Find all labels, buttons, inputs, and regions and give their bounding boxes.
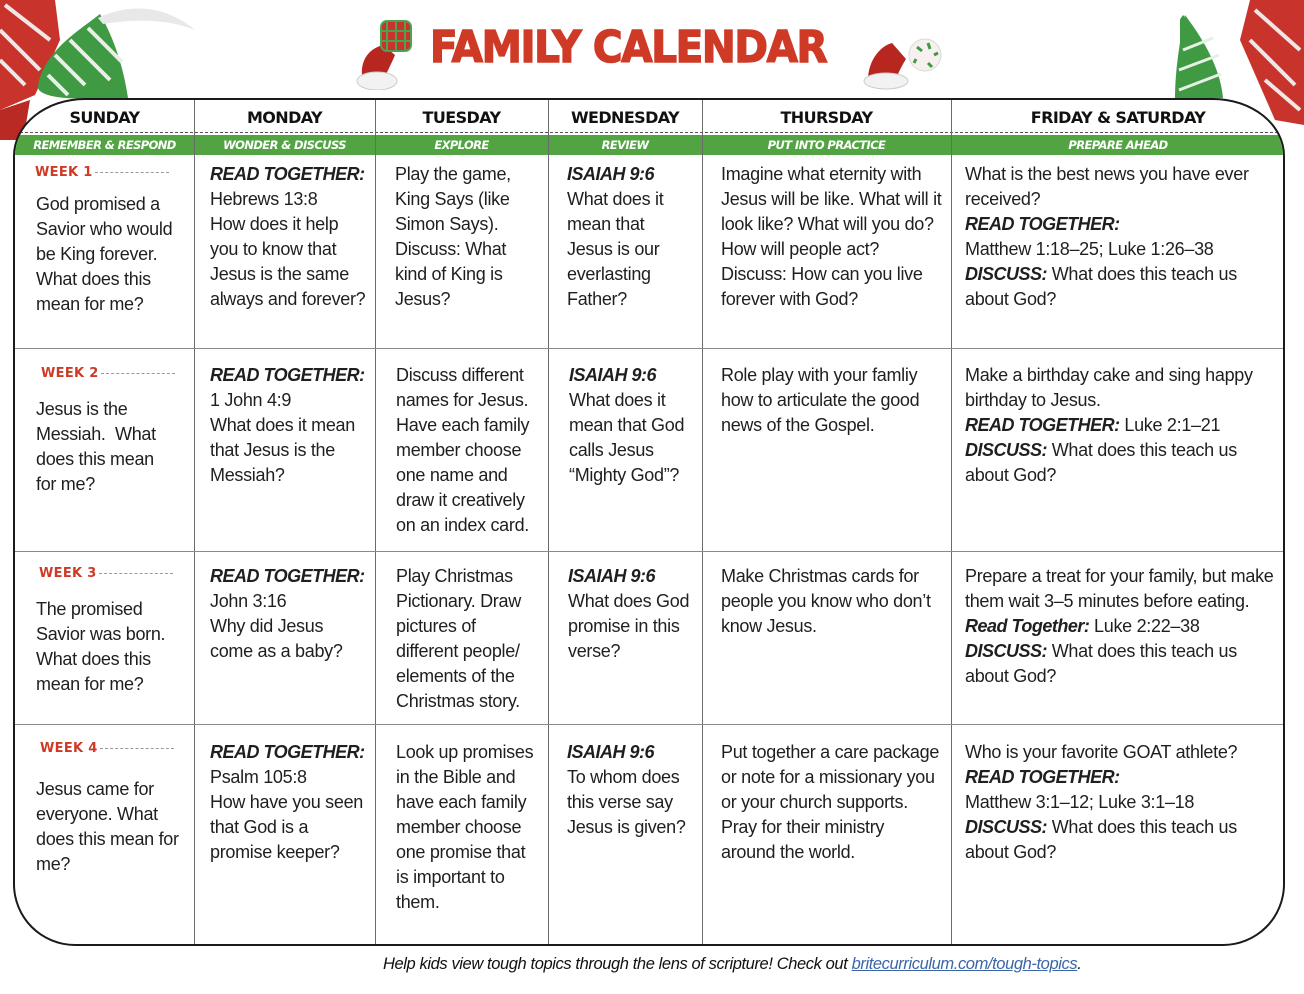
monday-cell bbox=[210, 162, 370, 312]
discuss-text: What does this teach us about God? bbox=[965, 817, 1237, 862]
theme-friday-saturday: PREPARE AHEAD bbox=[1068, 138, 1168, 152]
monday-cell bbox=[210, 363, 370, 488]
footer-note bbox=[383, 955, 1081, 974]
wednesday-cell bbox=[569, 363, 699, 488]
santa-hat-left-icon bbox=[355, 15, 427, 90]
friday-cell bbox=[965, 740, 1275, 865]
monday-cell bbox=[210, 564, 370, 664]
tuesday-cell: Play Christmas Pictionary. Draw pictures of different people/ elements of the Christmas story. bbox=[396, 566, 521, 711]
week-label bbox=[40, 741, 174, 756]
discuss-text: What does this teach us about God? bbox=[965, 264, 1237, 309]
week-label-text: WEEK 2 bbox=[41, 366, 99, 381]
header-thursday: THURSDAY bbox=[780, 108, 873, 127]
tough-topics-link[interactable]: britecurriculum.com/tough-topics bbox=[851, 955, 1078, 973]
footer-end: . bbox=[1077, 955, 1082, 973]
column-divider bbox=[548, 100, 549, 944]
week-label-text: WEEK 4 bbox=[40, 741, 98, 756]
isaiah-label: ISAIAH 9:6 bbox=[567, 164, 655, 184]
scripture-ref: Matthew 3:1–12; Luke 3:1–18 bbox=[965, 792, 1195, 812]
header-tuesday: TUESDAY bbox=[422, 108, 501, 127]
discuss-label: DISCUSS: bbox=[965, 817, 1048, 837]
sunday-cell: Jesus came for everyone. What does this mean for me? bbox=[36, 779, 179, 874]
wednesday-cell bbox=[567, 740, 697, 840]
theme-sunday: REMEMBER & RESPOND bbox=[33, 138, 176, 152]
row-divider bbox=[15, 724, 1283, 725]
week-label bbox=[39, 566, 173, 581]
week-label-text: WEEK 3 bbox=[39, 566, 97, 581]
header-monday: MONDAY bbox=[246, 108, 323, 127]
discuss-text: What does this teach us about God? bbox=[965, 641, 1237, 686]
read-together-label: READ TOGETHER: bbox=[210, 365, 365, 385]
week-dash bbox=[95, 172, 169, 173]
monday-cell bbox=[210, 740, 370, 865]
candy-kiss-green-decoration bbox=[1175, 10, 1235, 102]
week-label bbox=[35, 165, 169, 180]
footer-text: Help kids view tough topics through the lens of scripture! Check out bbox=[383, 955, 852, 973]
friday-cell bbox=[965, 162, 1275, 312]
isaiah-label: ISAIAH 9:6 bbox=[568, 566, 656, 586]
question: What does God promise in this verse? bbox=[568, 591, 690, 661]
isaiah-label: ISAIAH 9:6 bbox=[569, 365, 657, 385]
theme-thursday: PUT INTO PRACTICE bbox=[767, 138, 886, 152]
row-divider bbox=[15, 348, 1283, 349]
sunday-cell: The promised Savior was born. What does this mean for me? bbox=[36, 599, 166, 694]
tuesday-cell: Play the game, King Says (like Simon Says). Discuss: What kind of King is Jesus? bbox=[395, 164, 511, 309]
discuss-label: DISCUSS: bbox=[965, 440, 1048, 460]
page-title: FAMILY CALENDAR bbox=[430, 22, 827, 73]
scripture-ref: Matthew 1:18–25; Luke 1:26–38 bbox=[965, 239, 1214, 259]
scripture-ref: Luke 2:1–21 bbox=[1124, 415, 1221, 435]
question: What does it mean that Jesus is our everlasting Father? bbox=[567, 189, 664, 309]
header-sunday: SUNDAY bbox=[69, 108, 140, 127]
thursday-cell: Role play with your famliy how to articulate the good news of the Gospel. bbox=[721, 365, 920, 435]
theme-monday: WONDER & DISCUSS bbox=[223, 138, 346, 152]
thursday-cell: Imagine what eternity with Jesus will be like. What will it look like? What will you do? How will people act? Discuss: How can you live forever with God? bbox=[721, 164, 942, 309]
theme-wednesday: REVIEW bbox=[601, 138, 649, 152]
calendar-table bbox=[13, 98, 1285, 946]
intro: What is the best news you have ever received? bbox=[965, 164, 1249, 209]
header-wednesday: WEDNESDAY bbox=[570, 108, 680, 127]
week-dash bbox=[100, 748, 174, 749]
scripture-ref: Psalm 105:8 bbox=[210, 767, 307, 787]
thursday-cell: Put together a care package or note for a missionary you or your church supports. Pray for their ministry around the world. bbox=[721, 742, 940, 862]
theme-tuesday: EXPLORE bbox=[434, 138, 489, 152]
sunday-cell: Jesus is the Messiah. What does this mean for me? bbox=[36, 399, 161, 494]
question: To whom does this verse say Jesus is given? bbox=[567, 767, 686, 837]
intro: Prepare a treat for your family, but make them wait 3–5 minutes before eating. bbox=[965, 566, 1274, 611]
scripture-ref: Luke 2:22–38 bbox=[1094, 616, 1200, 636]
tuesday-cell: Look up promises in the Bible and have each family member choose one promise that is important to them. bbox=[396, 742, 534, 912]
read-together-label: READ TOGETHER: bbox=[210, 566, 365, 586]
friday-cell bbox=[965, 363, 1277, 488]
scripture-ref: Hebrews 13:8 bbox=[210, 189, 318, 209]
column-divider bbox=[702, 100, 703, 944]
question: Why did Jesus come as a baby? bbox=[210, 616, 343, 661]
scripture-ref: 1 John 4:9 bbox=[210, 390, 292, 410]
question: What does it mean that God calls Jesus “Mighty God”? bbox=[569, 390, 685, 485]
column-divider bbox=[951, 100, 952, 944]
read-together-label: READ TOGETHER: bbox=[965, 415, 1120, 435]
intro: Make a birthday cake and sing happy birthday to Jesus. bbox=[965, 365, 1253, 410]
read-together-label: READ TOGETHER: bbox=[965, 214, 1120, 234]
question: What does it mean that Jesus is the Messiah? bbox=[210, 415, 355, 485]
read-together-label: Read Together: bbox=[965, 616, 1090, 636]
thursday-cell: Make Christmas cards for people you know who don’t know Jesus. bbox=[721, 566, 931, 636]
read-together-label: READ TOGETHER: bbox=[965, 767, 1120, 787]
week-label bbox=[41, 366, 175, 381]
question: How have you seen that God is a promise keeper? bbox=[210, 792, 363, 862]
question: How does it help you to know that Jesus is the same always and forever? bbox=[210, 214, 366, 309]
header-friday-saturday: FRIDAY & SATURDAY bbox=[1030, 108, 1206, 127]
week-dash bbox=[99, 573, 173, 574]
column-divider bbox=[375, 100, 376, 944]
read-together-label: READ TOGETHER: bbox=[210, 164, 365, 184]
header-divider bbox=[15, 132, 1283, 133]
sunday-cell: God promised a Savior who would be King forever. What does this mean for me? bbox=[36, 194, 173, 314]
wednesday-cell bbox=[567, 162, 693, 312]
column-divider bbox=[194, 100, 195, 944]
wednesday-cell bbox=[568, 564, 698, 664]
friday-cell bbox=[965, 564, 1275, 689]
tuesday-cell: Discuss different names for Jesus. Have each family member choose one name and draw it creatively on an index card. bbox=[396, 365, 530, 535]
santa-hat-right-icon bbox=[862, 25, 948, 90]
scripture-ref: John 3:16 bbox=[210, 591, 287, 611]
intro: Who is your favorite GOAT athlete? bbox=[965, 742, 1238, 762]
week-dash bbox=[101, 373, 175, 374]
week-label-text: WEEK 1 bbox=[35, 165, 93, 180]
discuss-label: DISCUSS: bbox=[965, 264, 1048, 284]
discuss-text: What does this teach us about God? bbox=[965, 440, 1237, 485]
discuss-label: DISCUSS: bbox=[965, 641, 1048, 661]
read-together-label: READ TOGETHER: bbox=[210, 742, 365, 762]
isaiah-label: ISAIAH 9:6 bbox=[567, 742, 655, 762]
row-divider bbox=[15, 551, 1283, 552]
